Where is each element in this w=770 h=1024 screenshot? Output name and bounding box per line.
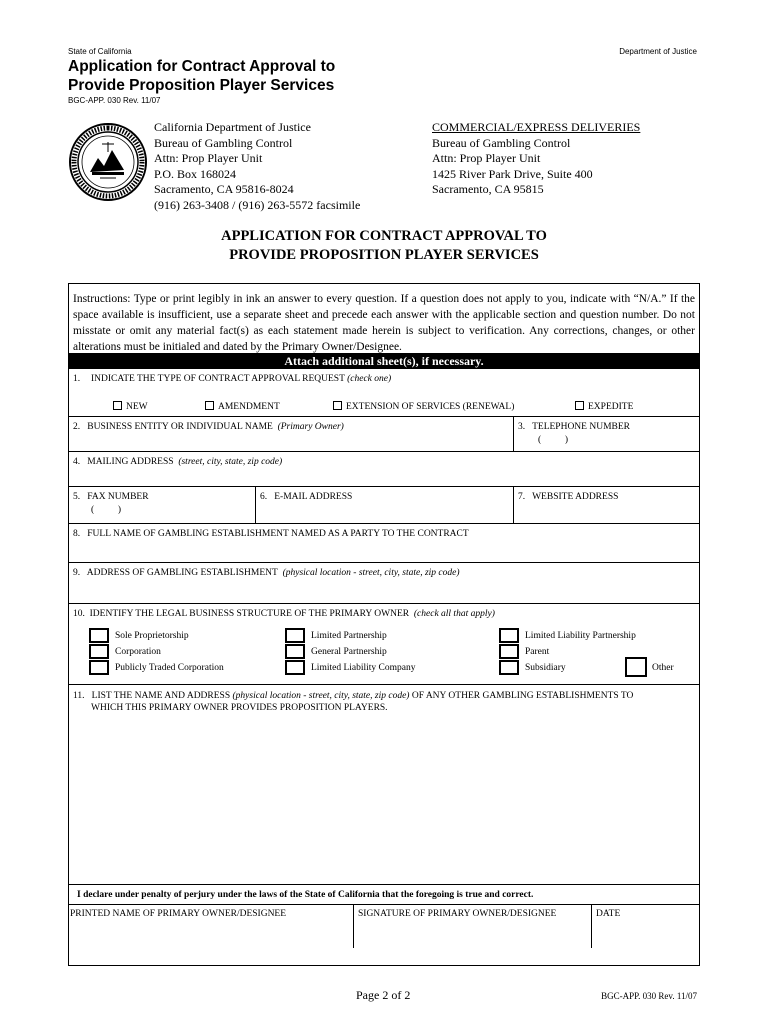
q9-label: ADDRESS OF GAMBLING ESTABLISHMENT — [86, 568, 278, 578]
form-title — [68, 57, 335, 95]
q4-number: 4. — [73, 457, 81, 467]
q1-label-text: INDICATE THE TYPE OF CONTRACT APPROVAL REQUEST — [91, 374, 345, 384]
q9-hint: (physical location - street, city, state, zip code) — [282, 568, 460, 578]
q4-label: MAILING ADDRESS — [87, 457, 174, 467]
q11-number: 11. — [73, 691, 85, 701]
q2-number: 2. — [73, 422, 81, 432]
checkbox-amendment-box[interactable] — [205, 401, 214, 410]
q7-number: 7. — [518, 492, 526, 502]
printed-name-label: PRINTED NAME OF PRIMARY OWNER/DESIGNEE — [70, 909, 287, 919]
mailing-line4: P.O. Box 168024 — [154, 166, 237, 181]
checkbox-llp[interactable] — [499, 628, 519, 643]
q2-label: BUSINESS ENTITY OR INDIVIDUAL NAME — [87, 422, 273, 432]
checkbox-expedite-box[interactable] — [575, 401, 584, 410]
checkbox-subsidiary[interactable] — [499, 660, 519, 675]
checkbox-amendment-label: AMENDMENT — [218, 402, 280, 412]
label-other: Other — [652, 663, 674, 673]
q2-q3-row — [69, 417, 699, 452]
application-form — [68, 283, 700, 966]
fax-paren: ( ) — [91, 505, 122, 515]
label-subsidiary: Subsidiary — [525, 663, 566, 673]
q11-hint: (physical location - street, city, state, zip code) — [232, 691, 410, 701]
q6-number: 6. — [260, 492, 268, 502]
mailing-line3: Attn: Prop Player Unit — [154, 151, 263, 165]
q10-label-text: IDENTIFY THE LEGAL BUSINESS STRUCTURE OF THE PRIMARY OWNER — [89, 609, 410, 619]
q1-hint: (check one) — [347, 374, 392, 384]
q11-label-b: OF ANY OTHER GAMBLING ESTABLISHMENTS TO — [411, 691, 634, 701]
q11-label-c: WHICH THIS PRIMARY OWNER PROVIDES PROPOSITION PLAYERS. — [91, 703, 388, 713]
checkbox-new-box[interactable] — [113, 401, 122, 410]
express-line3: 1425 River Park Drive, Suite 400 — [432, 166, 593, 181]
signature-label: SIGNATURE OF PRIMARY OWNER/DESIGNEE — [358, 909, 557, 919]
label-limited-partnership: Limited Partnership — [311, 631, 387, 641]
form-code: BGC-APP. 030 Rev. 11/07 — [68, 96, 161, 105]
mailing-line5: Sacramento, CA 95816-8024 — [154, 182, 294, 196]
q7-label: WEBSITE ADDRESS — [532, 492, 619, 502]
signature-field[interactable] — [353, 905, 591, 948]
mailing-line6: (916) 263-3408 / (916) 263-5572 facsimile — [154, 197, 361, 212]
mailing-line2: Bureau of Gambling Control — [154, 135, 293, 150]
date-field[interactable] — [591, 905, 699, 948]
q1-label — [91, 374, 391, 384]
label-parent: Parent — [525, 647, 550, 657]
express-heading: COMMERCIAL/EXPRESS DELIVERIES — [432, 120, 641, 134]
label-corporation: Corporation — [115, 647, 161, 657]
main-title-line1: APPLICATION FOR CONTRACT APPROVAL TO — [221, 228, 547, 244]
checkbox-expedite-label: EXPEDITE — [588, 402, 634, 412]
fax-field[interactable] — [69, 487, 255, 523]
main-title-line2: PROVIDE PROPOSITION PLAYER SERVICES — [229, 247, 539, 263]
express-line4: Sacramento, CA 95815 — [432, 182, 544, 196]
state-label: State of California — [68, 47, 132, 56]
signature-row — [69, 905, 699, 948]
q5-q7-row — [69, 487, 699, 524]
telephone-field[interactable] — [513, 417, 699, 451]
checkbox-expedite[interactable] — [575, 401, 633, 412]
q2-hint: (Primary Owner) — [277, 422, 344, 432]
checkbox-parent[interactable] — [499, 644, 519, 659]
checkbox-new-label: NEW — [126, 402, 148, 412]
checkbox-new[interactable] — [113, 401, 148, 412]
q10-hint: (check all that apply) — [413, 609, 495, 619]
q5-number: 5. — [73, 492, 81, 502]
label-general-partnership: General Partnership — [311, 647, 387, 657]
checkbox-amendment[interactable] — [205, 401, 280, 412]
q1-row — [69, 369, 699, 417]
express-address — [432, 120, 640, 198]
page-number: Page 2 of 2 — [356, 988, 411, 1002]
department-label: Department of Justice — [619, 47, 697, 56]
mailing-address — [154, 120, 360, 213]
printed-name-field[interactable] — [69, 905, 353, 948]
q4-hint: (street, city, state, zip code) — [178, 457, 283, 467]
q10-label — [73, 609, 495, 619]
instructions: Instructions: Type or print legibly in ink an answer to every question. If a question does not apply to you, indicate with “N/A.” If the space available is insufficient, use a separate sheet and precede each answer with the applicable section and question number. Do not misstate or omit any material fact(s) as each statement made herein is subject to verification. Any corrections, changes, or other alterations must be initialed and dated by the Primary Owner/Designee. — [73, 293, 695, 353]
mailing-line1: California Department of Justice — [154, 120, 311, 134]
q11-label-a: LIST THE NAME AND ADDRESS — [91, 691, 231, 701]
checkbox-sole-proprietorship[interactable] — [89, 628, 109, 643]
telephone-paren: ( ) — [538, 435, 569, 445]
q3-label: TELEPHONE NUMBER — [532, 422, 630, 432]
q10-number: 10. — [73, 609, 85, 619]
label-publicly-traded: Publicly Traded Corporation — [115, 663, 224, 673]
checkbox-extension[interactable] — [333, 401, 514, 412]
business-name-field[interactable] — [69, 417, 513, 451]
date-label: DATE — [596, 909, 621, 919]
website-field[interactable] — [513, 487, 699, 523]
checkbox-limited-partnership[interactable] — [285, 628, 305, 643]
express-line1: Bureau of Gambling Control — [432, 135, 571, 150]
form-title-line1: Application for Contract Approval to — [68, 58, 336, 75]
form-title-line2: Provide Proposition Player Services — [68, 77, 335, 94]
other-establishments-field[interactable] — [69, 685, 699, 885]
q9-number: 9. — [73, 568, 81, 578]
q5-label: FAX NUMBER — [87, 492, 149, 502]
checkbox-other[interactable] — [625, 657, 647, 677]
q8-label: FULL NAME OF GAMBLING ESTABLISHMENT NAMED AS A PARTY TO THE CONTRACT — [87, 529, 469, 539]
label-sole-proprietorship: Sole Proprietorship — [115, 631, 189, 641]
mailing-address-field[interactable] — [69, 452, 699, 487]
checkbox-corporation[interactable] — [89, 644, 109, 659]
declaration-row — [69, 885, 699, 905]
label-llc: Limited Liability Company — [311, 663, 416, 673]
express-line2: Attn: Prop Player Unit — [432, 151, 541, 165]
declaration: I declare under penalty of perjury under the laws of the State of California that the foregoing is true and correct. — [77, 890, 534, 900]
label-llp: Limited Liability Partnership — [525, 631, 636, 641]
q6-label: E-MAIL ADDRESS — [274, 492, 353, 502]
state-seal-icon — [68, 122, 148, 202]
attach-sheets-bar: Attach additional sheet(s), if necessary. — [69, 353, 699, 369]
establishment-name-field[interactable] — [69, 524, 699, 563]
email-field[interactable] — [255, 487, 513, 523]
checkbox-general-partnership[interactable] — [285, 644, 305, 659]
q1-number: 1. — [73, 374, 81, 384]
q10-row — [69, 604, 699, 685]
q8-number: 8. — [73, 529, 81, 539]
footer-form-code: BGC-APP. 030 Rev. 11/07 — [601, 991, 697, 1001]
q3-number: 3. — [518, 422, 526, 432]
checkbox-llc[interactable] — [285, 660, 305, 675]
checkbox-publicly-traded[interactable] — [89, 660, 109, 675]
main-title — [68, 227, 700, 265]
checkbox-extension-box[interactable] — [333, 401, 342, 410]
establishment-address-field[interactable] — [69, 563, 699, 604]
checkbox-extension-label: EXTENSION OF SERVICES (RENEWAL) — [346, 402, 515, 412]
